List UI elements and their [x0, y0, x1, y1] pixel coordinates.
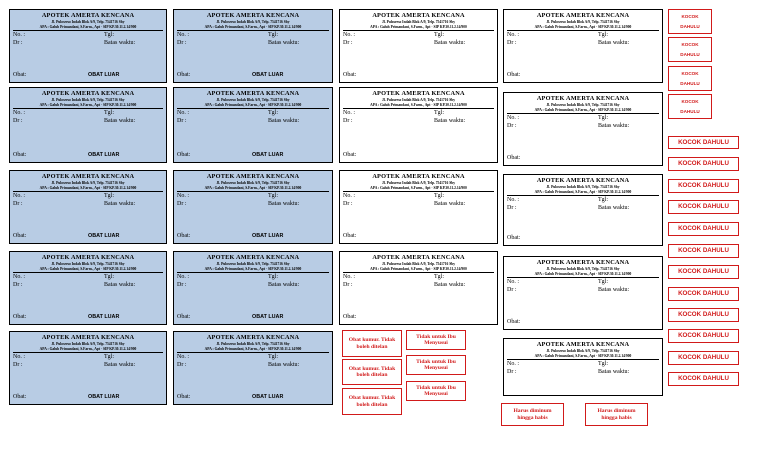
divider: [507, 195, 659, 196]
pharmacy-name: APOTEK AMERTA KENCANA: [41, 12, 135, 19]
pharmacy-name: APOTEK AMERTA KENCANA: [536, 259, 630, 266]
sticker-line: KOCOK: [681, 71, 699, 77]
sticker-kocok-dahulu: KOCOK DAHULU: [668, 244, 739, 258]
pharmacy-address: Jl. Pulosreso Indah Blok A/9, Telp. 7541716 Sby: [51, 262, 125, 266]
drug-field: Obat:: [507, 155, 521, 161]
divider: [507, 30, 659, 31]
prescription-label: [9, 9, 167, 83]
pharmacy-name: APOTEK AMERTA KENCANA: [372, 90, 465, 97]
external-use-tag: OBAT LUAR: [88, 72, 120, 78]
pharmacy-address: Jl. Pulosreso Indah Blok A/9, Telp. 7541716 Sby: [216, 20, 290, 24]
pharmacy-name: APOTEK AMERTA KENCANA: [206, 254, 300, 261]
pharmacy-address: Jl. Pulosreso Indah Blok A/9, Telp. 7541716 Sby: [381, 98, 456, 102]
date-field: Tgl:: [598, 32, 608, 38]
date-field: Tgl:: [104, 274, 114, 280]
drug-field: Obat:: [13, 233, 27, 239]
sticker-kocok-dahulu: KOCOK DAHULU: [668, 157, 739, 171]
number-field: No. :: [177, 193, 189, 199]
number-field: No. :: [13, 274, 25, 280]
prescription-label: [339, 87, 498, 163]
drug-field: Obat:: [13, 72, 27, 78]
sticker-kocok-dahulu: KOCOK DAHULU: [668, 200, 739, 214]
doctor-field: Dr :: [507, 287, 517, 293]
divider: [343, 30, 494, 31]
time-limit-field: Batas waktu:: [434, 282, 466, 288]
sticker-kocok-dahulu-small: [668, 37, 712, 62]
doctor-field: Dr :: [13, 362, 23, 368]
drug-field: Obat:: [507, 319, 521, 325]
pharmacy-name: APOTEK AMERTA KENCANA: [536, 12, 630, 19]
external-use-tag: OBAT LUAR: [252, 233, 284, 239]
pharmacy-address: Jl. Pulosreso Indah Blok A/9, Telp. 7541716 Sby: [381, 262, 456, 266]
doctor-field: Dr :: [177, 118, 187, 124]
drug-field: Obat:: [177, 72, 191, 78]
divider: [343, 108, 494, 109]
doctor-field: Dr :: [13, 282, 23, 288]
pharmacy-name: APOTEK AMERTA KENCANA: [536, 95, 630, 102]
drug-field: Obat:: [177, 314, 191, 320]
doctor-field: Dr :: [177, 282, 187, 288]
divider: [507, 113, 659, 114]
pharmacist-info: APA : Galuh Primandani, S.Farm., Apt - SIP KP.30.11.2.14/900: [39, 346, 137, 351]
pharmacy-name: APOTEK AMERTA KENCANA: [206, 90, 300, 97]
doctor-field: Dr :: [13, 201, 23, 207]
pharmacist-info: APA : Galuh Primandani, S.Farm., Apt - SIP KP.30.11.2.14/900: [370, 102, 467, 107]
sticker-kocok-dahulu: KOCOK DAHULU: [668, 287, 739, 301]
number-field: No. :: [343, 193, 355, 199]
drug-field: Obat:: [343, 314, 357, 320]
sticker-kocok-dahulu: KOCOK DAHULU: [668, 265, 739, 279]
drug-field: Obat:: [177, 152, 191, 158]
time-limit-field: Batas waktu:: [104, 40, 136, 46]
number-field: No. :: [343, 274, 355, 280]
divider: [507, 359, 659, 360]
doctor-field: Dr :: [177, 201, 187, 207]
number-field: No. :: [507, 279, 519, 285]
external-use-tag: OBAT LUAR: [88, 152, 120, 158]
time-limit-field: Batas waktu:: [268, 362, 300, 368]
sticker-line: DAHULU: [680, 51, 700, 57]
date-field: Tgl:: [268, 110, 278, 116]
date-field: Tgl:: [104, 193, 114, 199]
date-field: Tgl:: [268, 354, 278, 360]
date-field: Tgl:: [268, 193, 278, 199]
pharmacy-name: APOTEK AMERTA KENCANA: [41, 90, 135, 97]
date-field: Tgl:: [598, 197, 608, 203]
sticker-obat-kumur: Obat kumur. Tidak boleh ditelan: [342, 388, 402, 415]
time-limit-field: Batas waktu:: [434, 201, 466, 207]
time-limit-field: Batas waktu:: [598, 287, 630, 293]
pharmacy-name: APOTEK AMERTA KENCANA: [41, 334, 135, 341]
time-limit-field: Batas waktu:: [268, 201, 300, 207]
time-limit-field: Batas waktu:: [598, 40, 630, 46]
drug-field: Obat:: [343, 152, 357, 158]
date-field: Tgl:: [104, 32, 114, 38]
prescription-label: [503, 92, 663, 166]
pharmacy-address: Jl. Pulosreso Indah Blok A/9, Telp. 7541716 Sby: [546, 267, 620, 271]
prescription-label: [173, 170, 333, 244]
time-limit-field: Batas waktu:: [104, 201, 136, 207]
pharmacy-name: APOTEK AMERTA KENCANA: [206, 173, 300, 180]
drug-field: Obat:: [177, 233, 191, 239]
pharmacist-info: APA : Galuh Primandani, S.Farm., Apt - SIP KP.30.11.2.14/900: [534, 107, 632, 112]
date-field: Tgl:: [434, 32, 444, 38]
pharmacy-address: Jl. Pulosreso Indah Blok A/9, Telp. 7541716 Sby: [216, 181, 290, 185]
sticker-kocok-dahulu: KOCOK DAHULU: [668, 222, 739, 236]
number-field: No. :: [177, 110, 189, 116]
pharmacy-name: APOTEK AMERTA KENCANA: [372, 173, 465, 180]
divider: [177, 108, 329, 109]
pharmacist-info: APA : Galuh Primandani, S.Farm., Apt - SIP KP.30.11.2.14/900: [204, 185, 302, 190]
pharmacy-name: APOTEK AMERTA KENCANA: [41, 173, 135, 180]
time-limit-field: Batas waktu:: [104, 282, 136, 288]
external-use-tag: OBAT LUAR: [88, 314, 120, 320]
pharmacy-address: Jl. Pulosreso Indah Blok A/9, Telp. 7541716 Sby: [546, 349, 620, 353]
external-use-tag: OBAT LUAR: [252, 152, 284, 158]
divider: [177, 272, 329, 273]
pharmacist-info: APA : Galuh Primandani, S.Farm., Apt - SIP KP.30.11.2.14/900: [204, 102, 302, 107]
drug-field: Obat:: [177, 394, 191, 400]
sticker-kocok-dahulu: KOCOK DAHULU: [668, 308, 739, 322]
sticker-kocok-dahulu-small: [668, 9, 712, 34]
pharmacy-name: APOTEK AMERTA KENCANA: [536, 341, 630, 348]
date-field: Tgl:: [598, 115, 608, 121]
external-use-tag: OBAT LUAR: [252, 394, 284, 400]
date-field: Tgl:: [598, 361, 608, 367]
sticker-harus-diminum-hingga-habis: Harus diminum hingga habis: [501, 403, 564, 426]
drug-field: Obat:: [13, 314, 27, 320]
doctor-field: Dr :: [343, 40, 353, 46]
pharmacy-address: Jl. Pulosreso Indah Blok A/9, Telp. 7541716 Sby: [546, 103, 620, 107]
pharmacist-info: APA : Galuh Primandani, S.Farm., Apt - SIP KP.30.11.2.14/900: [534, 24, 632, 29]
date-field: Tgl:: [268, 274, 278, 280]
sticker-line: DAHULU: [680, 108, 700, 114]
doctor-field: Dr :: [507, 369, 517, 375]
pharmacy-address: Jl. Pulosreso Indah Blok A/9, Telp. 7541716 Sby: [51, 20, 125, 24]
time-limit-field: Batas waktu:: [598, 123, 630, 129]
sticker-harus-diminum-hingga-habis: Harus diminum hingga habis: [585, 403, 648, 426]
prescription-label: [503, 256, 663, 330]
doctor-field: Dr :: [343, 282, 353, 288]
number-field: No. :: [177, 274, 189, 280]
pharmacy-address: Jl. Pulosreso Indah Blok A/9, Telp. 7541716 Sby: [51, 342, 125, 346]
external-use-tag: OBAT LUAR: [252, 314, 284, 320]
pharmacist-info: APA : Galuh Primandani, S.Farm., Apt - SIP KP.30.11.2.14/900: [39, 185, 137, 190]
date-field: Tgl:: [434, 110, 444, 116]
pharmacy-address: Jl. Pulosreso Indah Blok A/9, Telp. 7541716 Sby: [381, 181, 456, 185]
prescription-label: [173, 9, 333, 83]
pharmacy-address: Jl. Pulosreso Indah Blok A/9, Telp. 7541716 Sby: [216, 262, 290, 266]
number-field: No. :: [13, 193, 25, 199]
divider: [177, 352, 329, 353]
divider: [13, 352, 163, 353]
time-limit-field: Batas waktu:: [434, 118, 466, 124]
pharmacist-info: APA : Galuh Primandani, S.Farm., Apt - SIP KP.30.11.2.14/900: [39, 24, 137, 29]
external-use-tag: OBAT LUAR: [88, 394, 120, 400]
sticker-tidak-untuk-ibu-menyusui: Tidak untuk Ibu Menyusui: [406, 355, 466, 375]
prescription-label: [9, 251, 167, 325]
pharmacist-info: APA : Galuh Primandani, S.Farm., Apt - SIP KP.30.11.2.14/900: [370, 185, 467, 190]
prescription-label: [173, 331, 333, 405]
pharmacist-info: APA : Galuh Primandani, S.Farm., Apt - SIP KP.30.11.2.14/900: [39, 102, 137, 107]
sticker-kocok-dahulu: KOCOK DAHULU: [668, 372, 739, 386]
time-limit-field: Batas waktu:: [598, 205, 630, 211]
pharmacy-name: APOTEK AMERTA KENCANA: [206, 12, 300, 19]
date-field: Tgl:: [104, 110, 114, 116]
doctor-field: Dr :: [343, 201, 353, 207]
pharmacy-address: Jl. Pulosreso Indah Blok A/9, Telp. 7541716 Sby: [216, 342, 290, 346]
number-field: No. :: [343, 32, 355, 38]
doctor-field: Dr :: [177, 40, 187, 46]
divider: [507, 277, 659, 278]
prescription-label: [9, 170, 167, 244]
doctor-field: Dr :: [507, 123, 517, 129]
prescription-label: [339, 9, 498, 83]
pharmacy-address: Jl. Pulosreso Indah Blok A/9, Telp. 7541716 Sby: [381, 20, 456, 24]
prescription-label: [339, 251, 498, 325]
sticker-tidak-untuk-ibu-menyusui: Tidak untuk Ibu Menyusui: [406, 381, 466, 401]
drug-field: Obat:: [13, 394, 27, 400]
sticker-line: KOCOK: [681, 42, 699, 48]
doctor-field: Dr :: [13, 40, 23, 46]
number-field: No. :: [507, 361, 519, 367]
pharmacist-info: APA : Galuh Primandani, S.Farm., Apt - SIP KP.30.11.2.14/900: [534, 189, 632, 194]
sticker-kocok-dahulu: KOCOK DAHULU: [668, 329, 739, 343]
number-field: No. :: [177, 354, 189, 360]
date-field: Tgl:: [268, 32, 278, 38]
date-field: Tgl:: [598, 279, 608, 285]
pharmacist-info: APA : Galuh Primandani, S.Farm., Apt - SIP KP.30.11.2.14/900: [39, 266, 137, 271]
sticker-line: KOCOK: [681, 14, 699, 20]
number-field: No. :: [177, 32, 189, 38]
pharmacy-name: APOTEK AMERTA KENCANA: [206, 334, 300, 341]
pharmacy-address: Jl. Pulosreso Indah Blok A/9, Telp. 7541716 Sby: [216, 98, 290, 102]
pharmacist-info: APA : Galuh Primandani, S.Farm., Apt - SIP KP.30.11.2.14/900: [370, 266, 467, 271]
drug-field: Obat:: [507, 72, 521, 78]
external-use-tag: OBAT LUAR: [252, 72, 284, 78]
doctor-field: Dr :: [507, 40, 517, 46]
sticker-kocok-dahulu-small: [668, 94, 712, 119]
doctor-field: Dr :: [343, 118, 353, 124]
date-field: Tgl:: [434, 193, 444, 199]
time-limit-field: Batas waktu:: [598, 369, 630, 375]
divider: [177, 30, 329, 31]
pharmacy-name: APOTEK AMERTA KENCANA: [536, 177, 630, 184]
pharmacist-info: APA : Galuh Primandani, S.Farm., Apt - SIP KP.30.11.2.14/900: [534, 353, 632, 358]
divider: [13, 108, 163, 109]
doctor-field: Dr :: [177, 362, 187, 368]
pharmacy-name: APOTEK AMERTA KENCANA: [372, 254, 465, 261]
pharmacy-name: APOTEK AMERTA KENCANA: [41, 254, 135, 261]
number-field: No. :: [343, 110, 355, 116]
prescription-label: [503, 174, 663, 246]
pharmacy-address: Jl. Pulosreso Indah Blok A/9, Telp. 7541716 Sby: [546, 20, 620, 24]
drug-field: Obat:: [343, 72, 357, 78]
pharmacy-address: Jl. Pulosreso Indah Blok A/9, Telp. 7541716 Sby: [546, 185, 620, 189]
divider: [13, 272, 163, 273]
number-field: No. :: [507, 32, 519, 38]
pharmacist-info: APA : Galuh Primandani, S.Farm., Apt - SIP KP.30.11.2.14/900: [204, 346, 302, 351]
drug-field: Obat:: [13, 152, 27, 158]
prescription-label: [9, 87, 167, 163]
number-field: No. :: [13, 110, 25, 116]
prescription-label: [503, 338, 663, 396]
doctor-field: Dr :: [13, 118, 23, 124]
sticker-line: DAHULU: [680, 80, 700, 86]
pharmacist-info: APA : Galuh Primandani, S.Farm., Apt - SIP KP.30.11.2.14/900: [534, 271, 632, 276]
pharmacy-address: Jl. Pulosreso Indah Blok A/9, Telp. 7541716 Sby: [51, 181, 125, 185]
sticker-kocok-dahulu-small: [668, 66, 712, 91]
sticker-obat-kumur: Obat kumur. Tidak boleh ditelan: [342, 330, 402, 357]
divider: [13, 30, 163, 31]
divider: [343, 272, 494, 273]
sticker-obat-kumur: Obat kumur. Tidak boleh ditelan: [342, 359, 402, 385]
prescription-label: [173, 251, 333, 325]
sticker-kocok-dahulu: KOCOK DAHULU: [668, 179, 739, 193]
time-limit-field: Batas waktu:: [268, 118, 300, 124]
number-field: No. :: [507, 115, 519, 121]
drug-field: Obat:: [343, 233, 357, 239]
pharmacist-info: APA : Galuh Primandani, S.Farm., Apt - SIP KP.30.11.2.14/900: [204, 266, 302, 271]
sticker-line: DAHULU: [680, 23, 700, 29]
sticker-kocok-dahulu: KOCOK DAHULU: [668, 351, 739, 365]
divider: [177, 191, 329, 192]
sticker-line: KOCOK: [681, 99, 699, 105]
divider: [343, 191, 494, 192]
time-limit-field: Batas waktu:: [104, 118, 136, 124]
time-limit-field: Batas waktu:: [268, 282, 300, 288]
number-field: No. :: [507, 197, 519, 203]
number-field: No. :: [13, 354, 25, 360]
prescription-label: [173, 87, 333, 163]
pharmacist-info: APA : Galuh Primandani, S.Farm., Apt - SIP KP.30.11.2.14/900: [204, 24, 302, 29]
drug-field: Obat:: [507, 235, 521, 241]
time-limit-field: Batas waktu:: [268, 40, 300, 46]
time-limit-field: Batas waktu:: [104, 362, 136, 368]
prescription-label: [9, 331, 167, 405]
number-field: No. :: [13, 32, 25, 38]
doctor-field: Dr :: [507, 205, 517, 211]
prescription-label: [339, 170, 498, 244]
pharmacy-name: APOTEK AMERTA KENCANA: [372, 12, 465, 19]
date-field: Tgl:: [104, 354, 114, 360]
date-field: Tgl:: [434, 274, 444, 280]
sticker-kocok-dahulu: KOCOK DAHULU: [668, 136, 739, 149]
divider: [13, 191, 163, 192]
time-limit-field: Batas waktu:: [434, 40, 466, 46]
prescription-label: [503, 9, 663, 83]
external-use-tag: OBAT LUAR: [88, 233, 120, 239]
sticker-tidak-untuk-ibu-menyusui: Tidak untuk Ibu Menyusui: [406, 330, 466, 350]
pharmacist-info: APA : Galuh Primandani, S.Farm., Apt - SIP KP.30.11.2.14/900: [370, 24, 467, 29]
pharmacy-address: Jl. Pulosreso Indah Blok A/9, Telp. 7541716 Sby: [51, 98, 125, 102]
